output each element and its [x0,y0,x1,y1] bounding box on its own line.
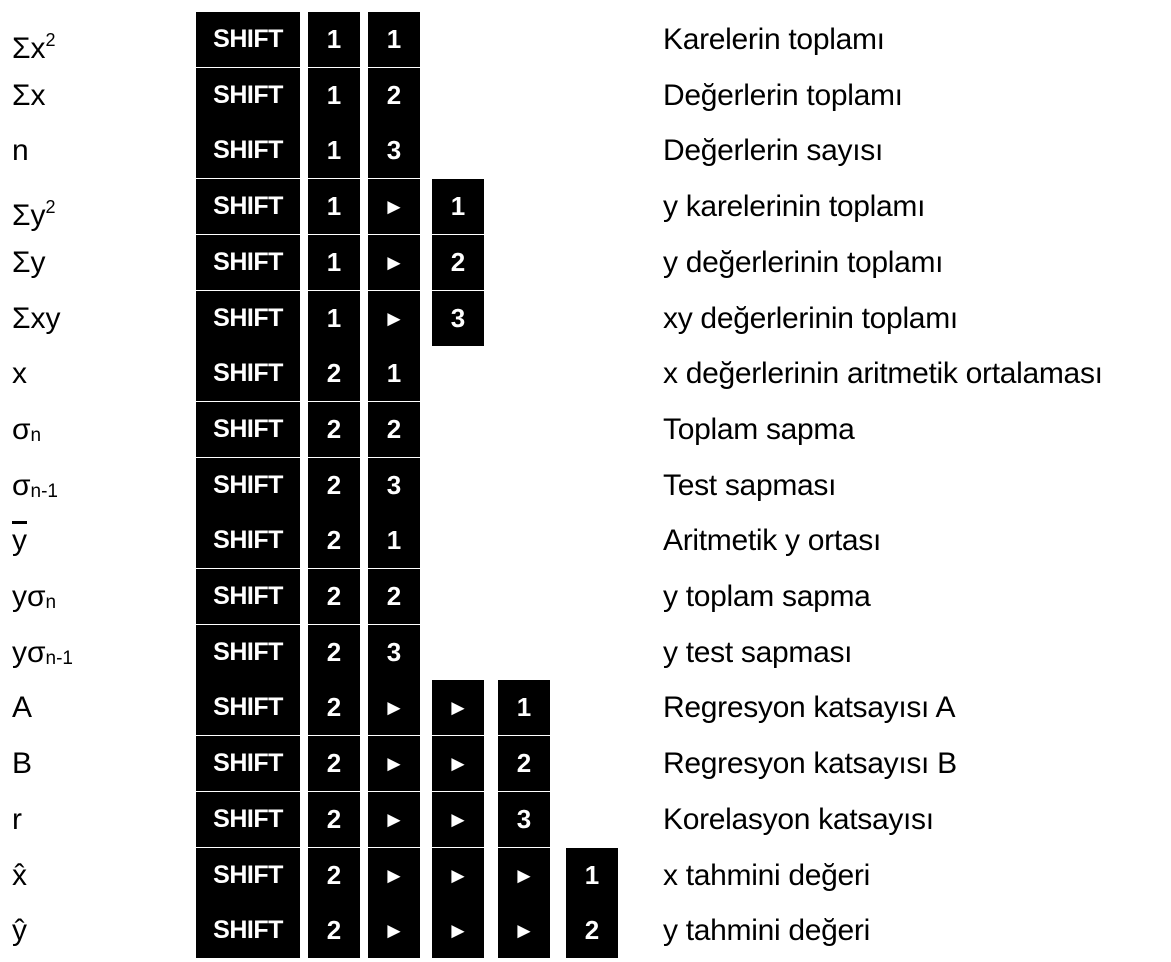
row-mean-y [0,513,1171,568]
shift-key: SHIFT [196,291,300,346]
shift-key: SHIFT [196,792,300,847]
key-1: 1 [498,680,550,735]
shift-key: SHIFT [196,68,300,123]
key-2: 2 [308,458,360,513]
right-arrow-key: ► [432,848,484,903]
shift-key: SHIFT [196,123,300,178]
description-y-hat: y tahmini değeri [663,914,870,948]
key-2: 2 [308,792,360,847]
key-1: 1 [308,68,360,123]
key-1: 1 [308,123,360,178]
symbol-sum-y: Σy [12,245,46,279]
row-sum-y [0,235,1171,290]
right-arrow-key: ► [432,903,484,958]
row-sum-y-squared [0,179,1171,234]
shift-key: SHIFT [196,458,300,513]
shift-key: SHIFT [196,569,300,624]
key-2: 2 [566,903,618,958]
right-arrow-key: ► [368,792,420,847]
row-sum-x [0,68,1171,123]
description-coef-b: Regresyon katsayısı B [663,747,957,781]
row-y-sigma-n-1 [0,625,1171,680]
description-sigma-n-1: Test sapması [663,468,837,502]
key-1: 1 [308,179,360,234]
row-sigma-n [0,402,1171,457]
description-n: Değerlerin sayısı [663,134,883,168]
symbol-sum-xy: Σxy [12,301,61,335]
symbol-coef-b: B [12,747,33,781]
symbol-n: n [12,134,29,168]
shift-key: SHIFT [196,346,300,401]
key-2: 2 [368,68,420,123]
description-y-sigma-n-1: y test sapması [663,635,853,669]
key-1: 1 [368,513,420,568]
symbol-y-sigma-n-1: yσn-1 [12,635,73,669]
description-mean-x: x değerlerinin aritmetik ortalaması [663,357,1103,391]
shift-key: SHIFT [196,625,300,680]
key-2: 2 [432,235,484,290]
right-arrow-key: ► [498,848,550,903]
shift-key: SHIFT [196,402,300,457]
shift-key: SHIFT [196,235,300,290]
symbol-y-sigma-n: yσn [12,580,57,613]
right-arrow-key: ► [368,179,420,234]
symbol-sigma-n: σn [12,412,42,446]
symbol-sum-x: Σx [12,78,46,112]
description-sum-y-squared: y karelerinin toplamı [663,190,926,224]
shift-key: SHIFT [196,12,300,67]
row-corr-r [0,792,1171,847]
description-sum-xy: xy değerlerinin toplamı [663,301,958,335]
row-mean-x [0,346,1171,401]
key-2: 2 [308,625,360,680]
key-3: 3 [498,792,550,847]
description-sum-x-squared: Karelerin toplamı [663,23,885,56]
symbol-coef-a: A [12,691,33,725]
description-mean-y: Aritmetik y ortası [663,524,881,558]
row-n [0,123,1171,178]
key-1: 1 [308,291,360,346]
key-1: 1 [308,235,360,290]
row-sum-xy [0,291,1171,346]
shift-key: SHIFT [196,513,300,568]
description-sum-x: Değerlerin toplamı [663,78,903,112]
row-coef-a [0,680,1171,735]
symbol-x-hat: x̂ [12,858,27,892]
shift-key: SHIFT [196,903,300,958]
key-1: 1 [368,12,420,67]
shift-key: SHIFT [196,736,300,791]
symbol-sum-x-squared: $\Sigma x^2$ [12,30,56,65]
key-3: 3 [368,458,420,513]
key-2: 2 [308,903,360,958]
symbol-corr-r: r [12,802,22,836]
key-2: 2 [308,346,360,401]
key-1: 1 [368,346,420,401]
symbol-mean-y: $\overline{y}$ [12,524,27,558]
key-2: 2 [308,513,360,568]
shift-key: SHIFT [196,179,300,234]
description-corr-r: Korelasyon katsayısı [663,802,934,836]
row-y-hat [0,903,1171,958]
right-arrow-key: ► [368,235,420,290]
key-2: 2 [308,848,360,903]
key-2: 2 [368,569,420,624]
symbol-sigma-n-1: σn-1 [12,468,58,502]
key-3: 3 [368,625,420,680]
right-arrow-key: ► [368,291,420,346]
key-2: 2 [498,736,550,791]
right-arrow-key: ► [368,736,420,791]
row-sigma-n-1 [0,458,1171,513]
key-2: 2 [308,680,360,735]
description-x-hat: x tahmini değeri [663,858,870,892]
right-arrow-key: ► [368,680,420,735]
key-1: 1 [308,12,360,67]
description-y-sigma-n: y toplam sapma [663,580,871,613]
key-2: 2 [368,402,420,457]
shift-key: SHIFT [196,848,300,903]
row-x-hat [0,848,1171,903]
key-2: 2 [308,736,360,791]
key-2: 2 [308,569,360,624]
symbol-y-hat: ŷ [12,914,27,948]
row-y-sigma-n [0,569,1171,624]
symbol-sum-y-squared: $\Sigma y^2$ [12,197,56,233]
key-3: 3 [368,123,420,178]
description-coef-a: Regresyon katsayısı A [663,691,956,725]
row-coef-b [0,736,1171,791]
right-arrow-key: ► [368,848,420,903]
description-sum-y: y değerlerinin toplamı [663,245,944,279]
key-2: 2 [308,402,360,457]
symbol-mean-x: x [12,357,27,391]
right-arrow-key: ► [368,903,420,958]
row-sum-x-squared [0,12,1171,67]
shift-key: SHIFT [196,680,300,735]
right-arrow-key: ► [432,736,484,791]
right-arrow-key: ► [432,792,484,847]
description-sigma-n: Toplam sapma [663,412,855,446]
key-1: 1 [566,848,618,903]
right-arrow-key: ► [432,680,484,735]
right-arrow-key: ► [498,903,550,958]
key-3: 3 [432,291,484,346]
key-1: 1 [432,179,484,234]
